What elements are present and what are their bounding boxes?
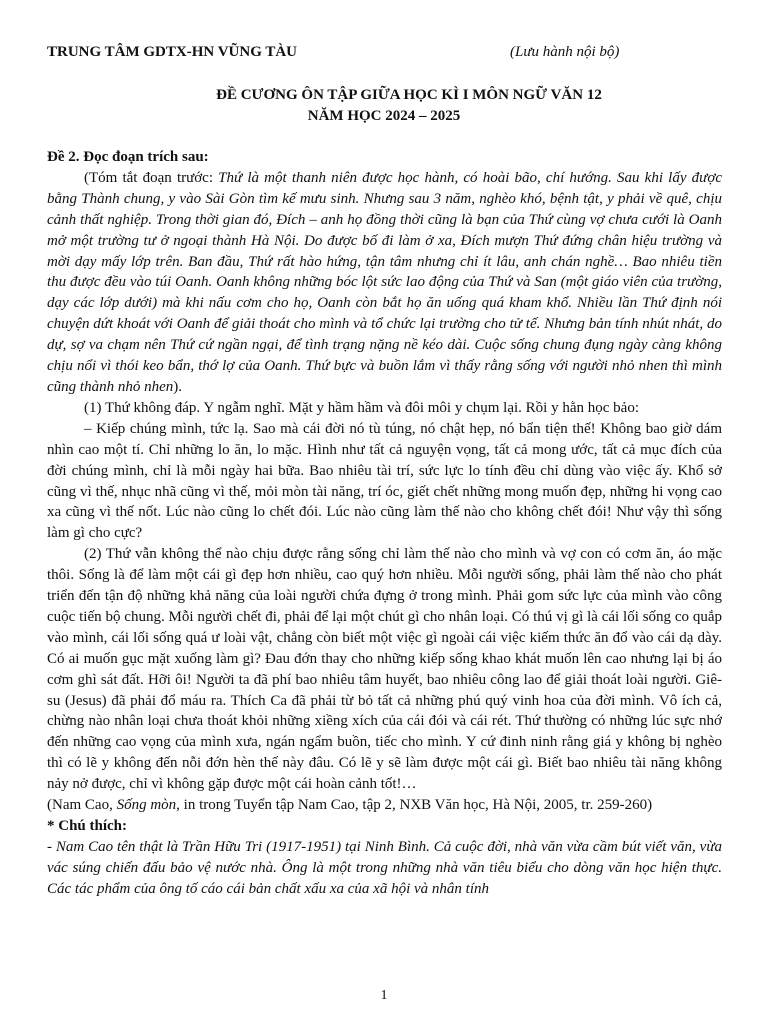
- exercise-heading: Đề 2. Đọc đoạn trích sau:: [47, 149, 209, 165]
- summary-open: (Tóm tắt đoạn trước:: [84, 169, 219, 186]
- note-author: - Nam Cao tên thật là Trần Hữu Tri (1917-1951) tại Ninh Bình. Cả cuộc đời, nhà văn vừa cầm bút viết văn, vừa vác súng chiến đấu bảo vệ nước nhà. Ông là một trong những nhà văn tiêu biểu cho dòng văn học hiện thực. Các tác phẩm của ông tố cáo cái bản chất xấu xa của xã hội và nhân tính: [47, 838, 722, 897]
- school-year: NĂM HỌC 2024 – 2025: [307, 108, 461, 124]
- source-citation: [47, 795, 722, 816]
- organization-name: TRUNG TÂM GDTX-HN VŨNG TÀU: [47, 44, 298, 60]
- source-suffix: , in trong Tuyển tập Nam Cao, tập 2, NXB Văn học, Hà Nội, 2005, tr. 259-260): [176, 797, 653, 814]
- document-body: [47, 147, 722, 900]
- document-title: ĐỀ CƯƠNG ÔN TẬP GIỮA HỌC KÌ I MÔN NGỮ VĂN 12: [216, 87, 602, 103]
- notes-heading: * Chú thích:: [47, 818, 128, 834]
- source-prefix: (Nam Cao,: [47, 797, 117, 814]
- page-number: 1: [380, 988, 388, 1003]
- summary-paragraph: [47, 168, 722, 398]
- summary-close: ).: [173, 378, 182, 395]
- circulation-note: (Lưu hành nội bộ): [510, 44, 620, 60]
- paragraph-2: (2) Thứ vẫn không thể nào chịu được rằng sống chỉ làm thế nào cho mình và vợ con có cơm ăn, áo mặc thôi. Sống là để làm một cái gì đẹp hơn nhiều, cao quý hơn nhiều. Mỗi người sống, phải làm thế nào cho phát triển đến tận độ những khả năng của loài người chứa đựng ở trong mình. Phải gom sức lực của mình vào công cuộc tiến bộ chung. Mỗi người chết đi, phải để lại một chút gì cho nhân loại. Có thú vị gì là cái lối sống co quắp vào mình, cái lối sống quá ư loài vật, chẳng còn biết một việc gì ngoài cái việc kiếm thức ăn đổ vào cái dạ dày. Có ai muốn gục mặt xuống làm gì? Đau đớn thay cho những kiếp sống khao khát muốn lên cao nhưng lại bị áo cơm ghì sát đất. Hỡi ôi! Người ta đã phí bao nhiêu tâm huyết, bao nhiêu công lao để giải thoát loài người. Giê-su (Jesus) đã phải đổ máu ra. Thích Ca đã phải từ bỏ tất cả những phú quý vinh hoa của đời mình. Vô ích cả, chừng nào nhân loại chưa thoát khỏi những xiềng xích của cái đói và cái rét. Thứ thường có những lúc sực nhớ đến những cao vọng của mình xưa, ngán ngẩm buồn, tiếc cho mình. Y cứ đinh ninh rằng giá y không bị nghèo thì có lẽ y không đến nỗi đớn hèn thế này đâu. Có lẽ y sẽ làm được một cái gì. Biết bao nhiêu tài năng không nảy nở được, chỉ vì không gặp được một cái hoàn cảnh tốt!…: [47, 546, 722, 793]
- paragraph-1: (1) Thứ không đáp. Y ngẫm nghĩ. Mặt y hầm hầm và đôi môi y chụm lại. Rồi y hằn học bảo:: [84, 399, 639, 416]
- source-work-title: Sống mòn: [116, 797, 177, 814]
- summary-text: Thứ là một thanh niên được học hành, có hoài bão, chí hướng. Sau khi lấy được bằng Thành chung, y vào Sài Gòn tìm kế mưu sinh. Nhưng sau 3 năm, nghèo khó, bệnh tật, y phải về quê, chịu cảnh thất nghiệp. Trong thời gian đó, Đích – anh họ đồng thời cũng là bạn của Thứ cùng vợ chưa cưới là Oanh mở một trường tư ở ngoại thành Hà Nội. Do được bố đi làm ở xa, Đích mượn Thứ đứng chân hiệu trường và mời dạy mấy lớp trên. Ban đầu, Thứ rất hào hứng, tận tâm nhưng chỉ ít lâu, anh chán nghề… Bao nhiêu tiền thu được đều vào túi Oanh. Oanh không những bóc lột sức lao động của Thứ và San (một giáo viên của trường, dạy các lớp dưới) mà khi nấu cơm cho họ, Oanh còn bắt họ ăn uống quá kham khổ. Nhiều lần Thứ định nói chuyện dứt khoát với Oanh để giải thoát cho mình và tổ chức lại trường cho tử tế. Nhưng bản tính nhút nhát, do dự, sợ va chạm nên Thứ cứ ngần ngại, để tình trạng nặng nề kéo dài. Cuộc sống chung đụng ngày càng không chịu nổi vì thói keo bẩn, thớ lợ của Oanh. Thứ bực và buồn lắm vì thấy rằng sống với người nhỏ nhen thì mình cũng thành nhỏ nhen: [47, 169, 722, 395]
- paragraph-dialogue: – Kiếp chúng mình, tức lạ. Sao mà cái đời nó tù túng, nó chật hẹp, nó bẩn tiện thế! Không bao giờ dám nhìn cao một tí. Chỉ những lo ăn, lo mặc. Hình như tất cả nguyện vọng, tất cả mong ước, tất cả mục đích của đời chúng mình, chỉ là mỗi ngày hai bữa. Bao nhiêu tài trí, sức lực lo tính đều chỉ dùng vào việc ấy. Khổ sở cũng vì thế, nhục nhã cũng vì thế, mỏi mòn tài năng, trí óc, giết chết những mong muốn đẹp, những hi vọng cao xa cũng vì thế nốt. Lúc nào cũng lo chết đói. Lúc nào cũng làm thế nào cho không chết đói! Như vậy thì sống làm gì cho cực?: [47, 420, 722, 542]
